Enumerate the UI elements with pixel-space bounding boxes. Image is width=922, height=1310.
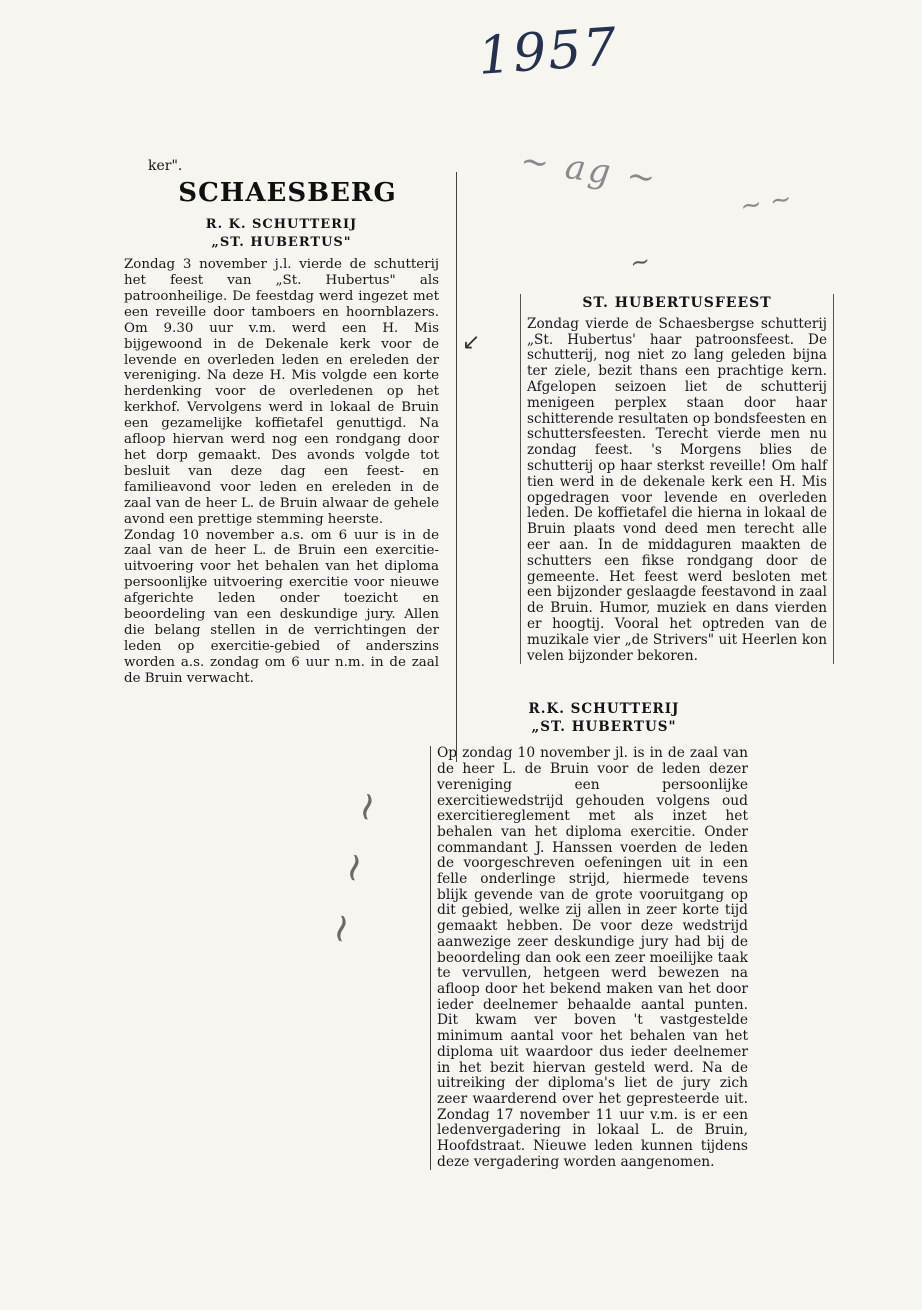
subheading-line-2: „ST. HUBERTUS"	[211, 234, 352, 250]
place-headline: SCHAESBERG	[178, 178, 397, 208]
middle-article	[520, 294, 834, 664]
pencil-arrow-mark: ↙	[462, 330, 481, 355]
article-subheading	[124, 216, 439, 251]
bottom-article	[430, 700, 748, 1170]
margin-pencil-scribble: ~ ~ ~	[315, 777, 395, 950]
bottom-heading-line-2: „ST. HUBERTUS"	[531, 719, 677, 736]
column-rule	[456, 172, 457, 762]
left-article	[124, 158, 439, 687]
pencil-scribble: ~ ag ~	[517, 140, 661, 200]
article-paragraph-1: Zondag 3 november j.l. vierde de schutterij het feest van „St. Hubertus" als patroonheilige. De feestdag werd ingezet met een reveille door tamboers en hoornblazers. Om 9.30 uur v.m. werd een H. Mis bijgewoond in de Dekenale kerk voor de levende en overleden leden en ereleden der vereniging. Na deze H. Mis volgde een korte herdenking voor de overledenen op het kerkhof. Vervolgens werd in lokaal de Bruin een gezamelijke koffietafel genuttigd. Na afloop hiervan werd nog een rondgang door het dorp gemaakt. Des avonds volgde tot besluit van deze dag een feest- en familieavond voor leden en ereleden in de zaal van de heer L. de Bruin alwaar de gehele avond een prettige stemming heerste.	[124, 257, 439, 527]
subheading-line-1: R. K. SCHUTTERIJ	[205, 217, 358, 232]
bottom-article-body: Op zondag 10 november jl. is in de zaal van de heer L. de Bruin voor de leden dezer vereniging een persoonlijke exercitiewedstrijd gehouden volgens oud exercitiereglement met als inzet het behalen van het diploma exercitie. Onder commandant J. Hanssen voerden de leden de voorgeschreven oefeningen uit in een felle onderlinge strijd, hiermede tevens blijk gevende van de grote vooruitgang op dit gebied, welke zij allen in zeer korte tijd gemaakt hebben. De voor deze wedstrijd aanwezige zeer deskundige jury had bij de beoordeling dan ook een zeer moeilijke taak te vervullen, hetgeen werd bewezen na afloop door het bekend maken van het door ieder deelnemer behaalde aantal punten. Dit kwam ver boven 't vastgestelde minimum aantal voor het behalen van het diploma uit waardoor dus ieder deelnemer in het bezit hiervan gesteld werd. Na de uitreiking der diploma's liet de jury zich zeer waarderend over het gepresteerde uit. Zondag 17 november 11 uur v.m. is er een ledenvergadering in lokaal L. de Bruin, Hoofdstraat. Nieuwe leden kunnen tijdens deze vergadering worden aangenomen.	[430, 746, 748, 1170]
middle-article-heading: ST. HUBERTUSFEEST	[582, 295, 772, 311]
bottom-heading-line-1: R.K. SCHUTTERIJ	[528, 701, 680, 717]
previous-article-tail: ker".	[148, 158, 183, 174]
pencil-scribble-3: ~	[627, 246, 653, 278]
pencil-scribble-2: ~ ~	[737, 183, 795, 223]
handwritten-year: 1957	[476, 17, 621, 87]
middle-article-body: Zondag vierde de Schaesbergse schutterij „St. Hubertus' haar patroonsfeest. De schutterij, nog niet zo lang geleden bijna ter ziele, bezit thans een prachtige kern. Afgelopen seizoen liet de schutterij menigeen perplex staan door haar schitterende resultaten op bondsfeesten en schuttersfeesten. Terecht vierde men nu zondag feest. 's Morgens blies de schutterij op haar sterkst reveille! Om half tien werd in de dekenale kerk een H. Mis opgedragen voor levende en overleden leden. De koffietafel die hierna in lokaal de Bruin plaats vond deed men terecht alle eer aan. In de middaguren maakten de schutters een fikse rondgang door de gemeente. Het feest werd besloten met een bijzonder geslaagde feestavond in zaal de Bruin. Humor, muziek en dans vierden er hoogtij. Vooral het optreden van de muzikale vier „de Strivers" uit Heerlen kon velen bijzonder bekoren.	[527, 315, 827, 664]
bottom-article-heading	[430, 700, 748, 736]
article-paragraph-2: Zondag 10 november a.s. om 6 uur is in de zaal van de heer L. de Bruin een exercitie-uitvoering voor het behalen van het diploma persoonlijke uitvoering exercitie voor nieuwe afgerichte leden onder toezicht en beoordeling van een deskundige jury. Allen die belang stellen in de verrichtingen der leden op exercitie-gebied of anderszins worden a.s. zondag om 6 uur n.m. in de zaal de Bruin verwacht.	[124, 527, 439, 686]
